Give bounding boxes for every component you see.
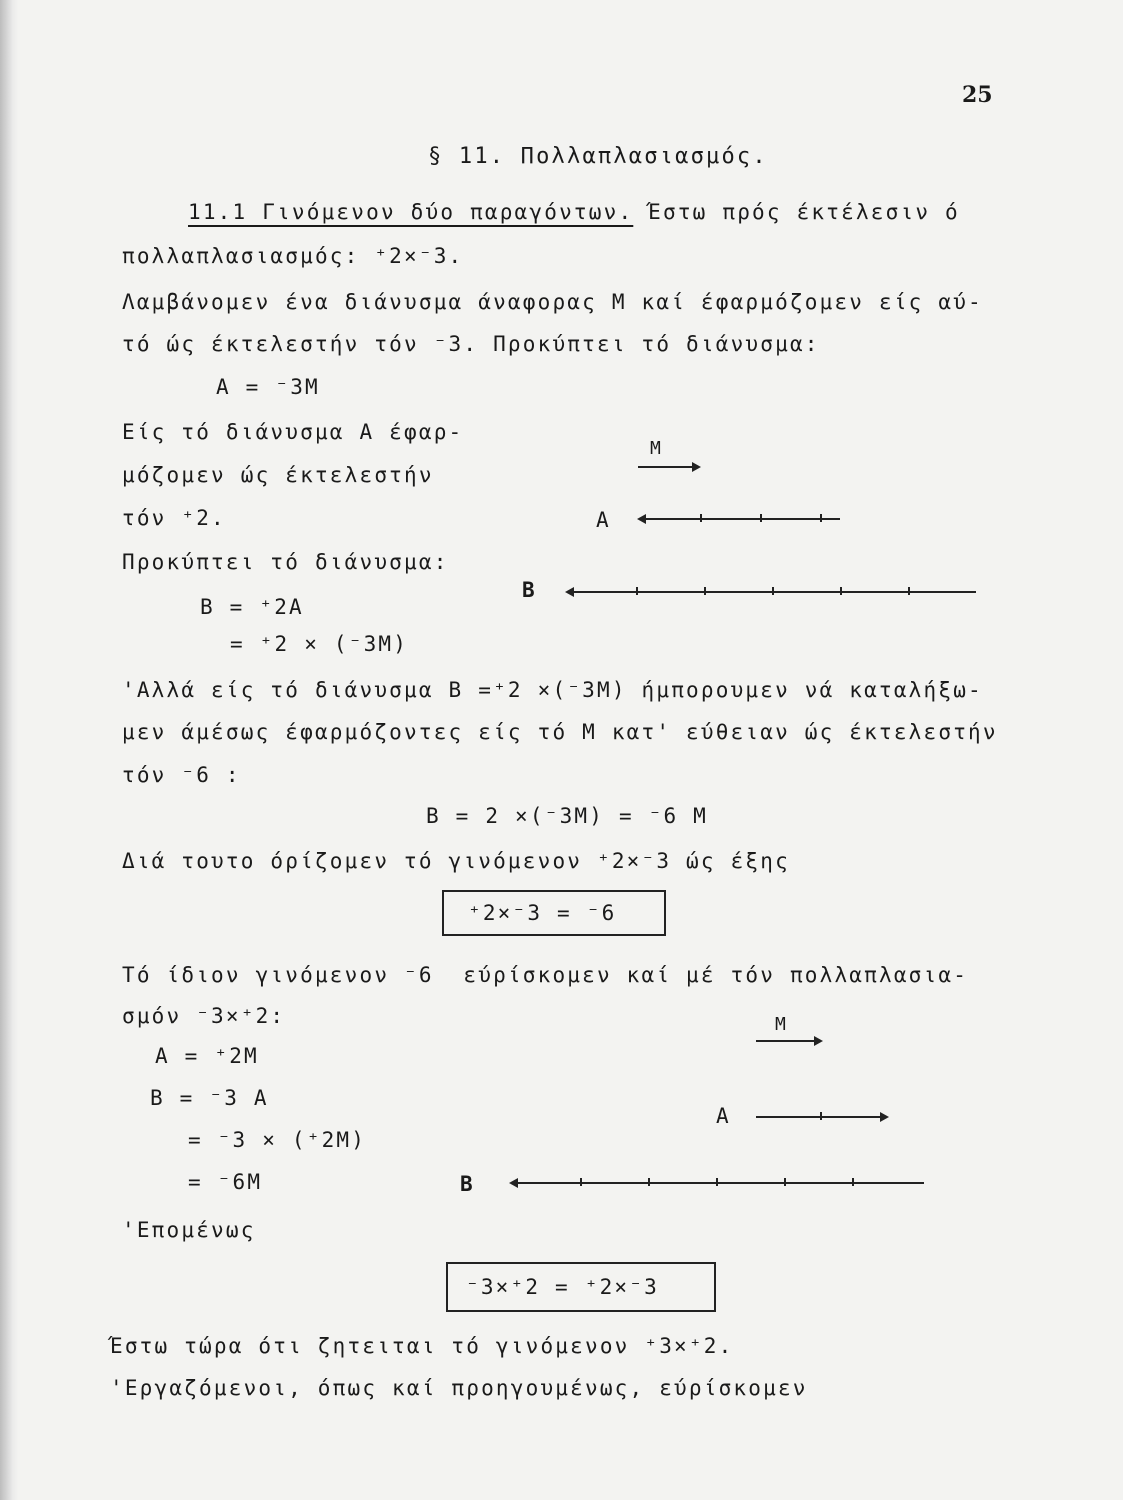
- subsection-heading: 11.1 Γινόμενον δύο παραγόντων.: [188, 200, 634, 224]
- para7: 'Επομένως: [122, 1218, 256, 1242]
- para5: Διά τουτο όρίζομεν τό γινόμενον ⁺2×⁻3 ώς έξης: [122, 849, 790, 873]
- equation-a: A = ⁻3M: [216, 375, 320, 399]
- para4-line3: τόν ⁻6 :: [122, 763, 241, 787]
- para2-line2: μόζομεν ώς έκτελεστήν: [122, 463, 434, 487]
- equation-b1: B = ⁺2A: [200, 595, 304, 619]
- para2-line3: τόν ⁺2.: [122, 506, 226, 530]
- vector2-m-arrow: [756, 1040, 820, 1042]
- equation2-c: = ⁻3 × (⁺2M): [188, 1128, 367, 1152]
- equation2-b: B = ⁻3 A: [150, 1086, 269, 1110]
- figure1-label-b: B: [522, 578, 537, 602]
- equation-b2: = ⁺2 × (⁻3M): [230, 632, 409, 656]
- figure2-label-b: B: [460, 1172, 475, 1196]
- para4-line1: 'Αλλά είς τό διάνυσμα B =⁺2 ×(⁻3M) ήμπορουμεν νά καταλήξω-: [122, 678, 983, 702]
- subsection-line-2: πολλαπλασιασμός: ⁺2×⁻3.: [122, 244, 464, 268]
- para4-line2: μεν άμέσως έφαρμόζοντες είς τό M κατ' εύθειαν ώς έκτελεστήν: [122, 720, 998, 744]
- vector2-b-arrow: [512, 1182, 924, 1184]
- scan-gutter-shadow: [0, 0, 18, 1500]
- para3: Προκύπτει τό διάνυσμα:: [122, 550, 449, 574]
- para2-line1: Είς τό διάνυσμα A έφαρ-: [122, 420, 464, 444]
- boxed-result-1-text: ⁺2×⁻3 = ⁻6: [468, 901, 617, 925]
- subsection-intro: Έστω πρός έκτέλεσιν ό: [648, 200, 960, 224]
- vector2-a-arrow: [756, 1116, 886, 1118]
- figure1-label-m: M: [650, 438, 664, 459]
- vector-a-arrow: [640, 518, 840, 520]
- para1-line2: τό ώς έκτελεστήν τόν ⁻3. Προκύπτει τό διάνυσμα:: [122, 332, 820, 356]
- para6-line1: Τό ίδιον γινόμενον ⁻6 εύρίσκομεν καί μέ τόν πολλαπλασια-: [122, 963, 969, 987]
- section-title: § 11. Πολλαπλασιασμός.: [428, 144, 768, 169]
- page-number: 25: [962, 82, 993, 108]
- figure2-label-m: M: [775, 1014, 789, 1035]
- equation-b3: B = 2 ×(⁻3M) = ⁻6 M: [426, 804, 709, 828]
- boxed-result-2: [446, 1262, 716, 1312]
- vector-m-arrow: [638, 466, 698, 468]
- equation2-a: A = ⁺2M: [155, 1044, 259, 1068]
- boxed-result-2-text: ⁻3×⁺2 = ⁺2×⁻3: [466, 1275, 659, 1299]
- para8-line1: Έστω τώρα ότι ζητειται τό γινόμενον ⁺3×⁺2.: [110, 1334, 734, 1358]
- figure2-label-a: A: [716, 1104, 731, 1128]
- figure1-label-a: A: [596, 508, 611, 532]
- para8-line2: 'Εργαζόμενοι, όπως καί προηγουμένως, εύρίσκομεν: [110, 1376, 808, 1400]
- subsection-heading-line: [188, 202, 960, 223]
- equation2-d: = ⁻6M: [188, 1170, 263, 1194]
- para6-line2: σμόν ⁻3×⁺2:: [122, 1004, 286, 1028]
- boxed-result-1: [442, 890, 666, 936]
- vector-b-arrow: [568, 591, 976, 593]
- para1-line1: Λαμβάνομεν ένα διάνυσμα άναφορας M καί έφαρμόζομεν είς αύ-: [122, 290, 983, 314]
